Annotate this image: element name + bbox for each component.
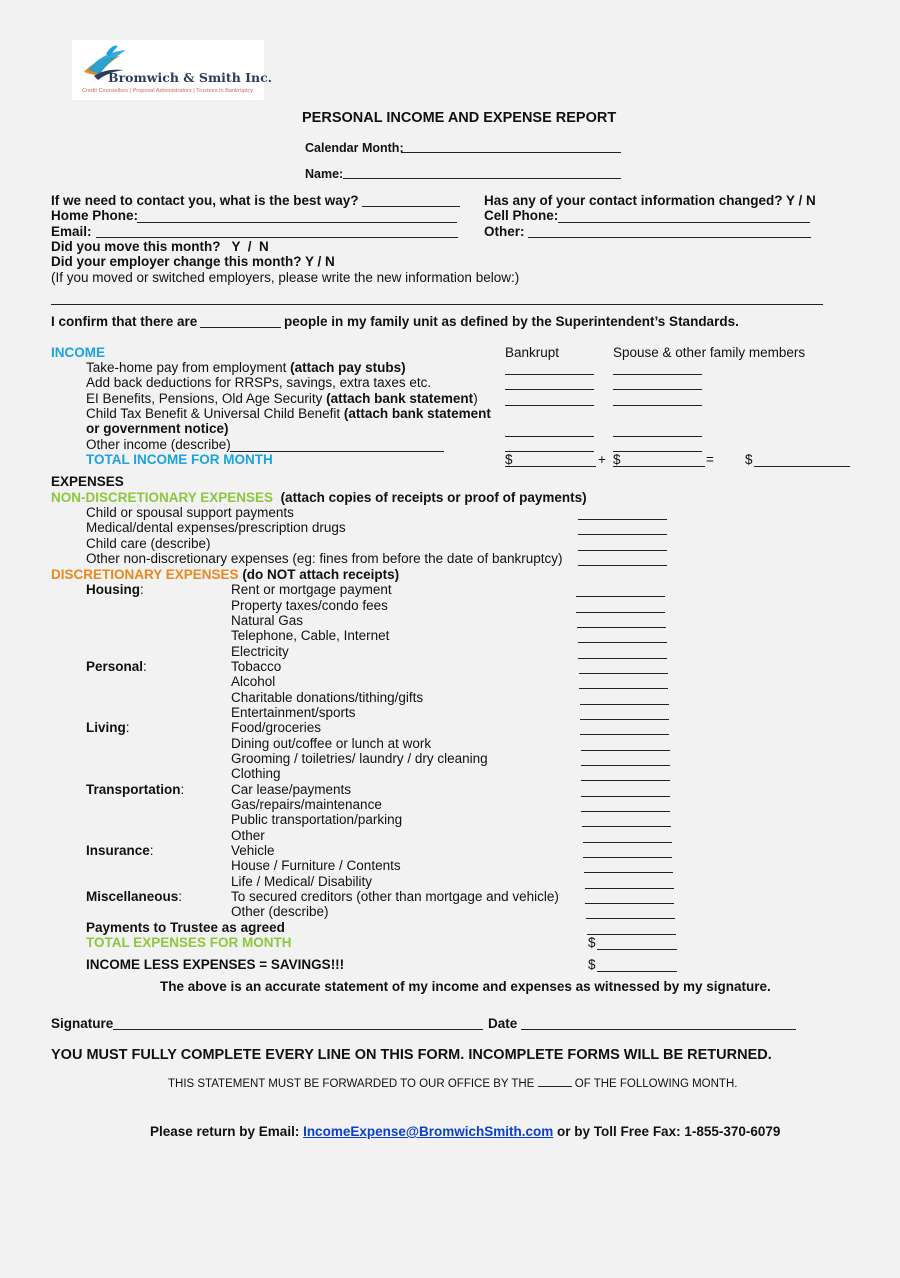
forward-note: THIS STATEMENT MUST BE FORWARDED TO OUR OFFICE BY THE OF THE FOLLOWING MONTH. <box>168 1075 737 1092</box>
income-item-child-benefit: Child Tax Benefit & Universal Child Benefit (attach bank statement <box>86 406 491 421</box>
expense-amount-field[interactable] <box>581 750 670 751</box>
spouse-total-dollar: $ <box>613 452 621 467</box>
date-field[interactable] <box>521 1029 796 1030</box>
bankrupt-child-benefit-field[interactable] <box>505 436 594 437</box>
expense-item: Entertainment/sports <box>231 705 356 720</box>
home-phone-label: Home Phone: <box>51 208 139 223</box>
expense-amount-field[interactable] <box>580 719 669 720</box>
bankrupt-pay-field[interactable] <box>505 374 594 375</box>
cell-phone-field[interactable] <box>558 222 810 223</box>
expense-amount-field[interactable] <box>586 918 675 919</box>
expense-item: House / Furniture / Contents <box>231 858 401 873</box>
nondisc-item: Medical/dental expenses/prescription drugs <box>86 520 346 535</box>
group-label-living: Living: <box>86 720 130 735</box>
expense-item: Other <box>231 828 265 843</box>
new-info-note: (If you moved or switched employers, please write the new information below:) <box>51 270 520 285</box>
expense-amount-field[interactable] <box>579 688 668 689</box>
group-label-miscellaneous: Miscellaneous: <box>86 889 183 904</box>
expense-amount-field[interactable] <box>578 658 667 659</box>
expense-item: Food/groceries <box>231 720 322 735</box>
expense-amount-field[interactable] <box>581 780 670 781</box>
expense-amount-field[interactable] <box>576 596 665 597</box>
spouse-total-field[interactable] <box>613 466 705 467</box>
expense-item: Tobacco <box>231 659 282 674</box>
bankrupt-column-header: Bankrupt <box>505 345 560 360</box>
total-expenses-label: TOTAL EXPENSES FOR MONTH <box>86 935 292 950</box>
complete-warning: YOU MUST FULLY COMPLETE EVERY LINE ON THIS FORM. INCOMPLETE FORMS WILL BE RETURNED. <box>51 1047 772 1063</box>
expense-item: Charitable donations/tithing/gifts <box>231 690 424 705</box>
expense-amount-field[interactable] <box>582 826 671 827</box>
company-name: Bromwich & Smith Inc. <box>108 70 273 85</box>
income-item-other: Other income (describe) <box>86 437 231 452</box>
company-logo <box>72 40 273 100</box>
date-label: Date <box>488 1016 518 1031</box>
spouse-other-income-field[interactable] <box>613 451 702 452</box>
spouse-pay-field[interactable] <box>613 374 702 375</box>
group-label-insurance: Insurance: <box>86 843 154 858</box>
nondisc-amount-field[interactable] <box>578 519 667 520</box>
family-count-field[interactable] <box>200 327 281 328</box>
accuracy-statement: The above is an accurate statement of my income and expenses as witnessed by my signature. <box>160 979 771 994</box>
expense-item: Public transportation/parking <box>231 812 403 827</box>
disc-heading-row: DISCRETIONARY EXPENSES (do NOT attach receipts) <box>51 567 400 582</box>
other-contact-field[interactable] <box>528 237 811 238</box>
plus-sign: + <box>598 452 606 467</box>
expense-amount-field[interactable] <box>581 765 670 766</box>
expense-item: Natural Gas <box>231 613 304 628</box>
cell-phone-label: Cell Phone: <box>484 208 559 223</box>
equals-sign: = <box>706 452 714 467</box>
return-email-link[interactable]: IncomeExpense@BromwichSmith.com <box>303 1124 554 1139</box>
employer-question: Did your employer change this month? Y / N <box>51 254 335 269</box>
company-tagline: Credit Counsellors | Proposal Administrators | Trustees in Bankruptcy <box>82 88 254 94</box>
new-info-field[interactable] <box>51 304 823 305</box>
expense-item: Life / Medical/ Disability <box>231 874 373 889</box>
bankrupt-other-income-field[interactable] <box>505 451 594 452</box>
nondisc-heading-row: NON-DISCRETIONARY EXPENSES (attach copies of receipts or proof of payments) <box>51 490 587 505</box>
expense-item: Alcohol <box>231 674 276 689</box>
signature-field[interactable] <box>113 1029 483 1030</box>
expense-item: Car lease/payments <box>231 782 352 797</box>
savings-dollar: $ <box>588 957 596 972</box>
page-title: PERSONAL INCOME AND EXPENSE REPORT <box>302 110 617 126</box>
group-label-personal: Personal: <box>86 659 147 674</box>
home-phone-field[interactable] <box>137 222 457 223</box>
expense-item: Telephone, Cable, Internet <box>231 628 390 643</box>
group-label-transportation: Transportation: <box>86 782 185 797</box>
savings-label: INCOME LESS EXPENSES = SAVINGS!!! <box>86 957 345 972</box>
trustee-payments-field[interactable] <box>587 934 676 935</box>
savings-field[interactable] <box>597 971 677 972</box>
expense-amount-field[interactable] <box>581 811 670 812</box>
expense-item: Gas/repairs/maintenance <box>231 797 382 812</box>
best-way-label: If we need to contact you, what is the best way? <box>51 193 359 208</box>
return-instructions: Please return by Email: IncomeExpense@BromwichSmith.com or by Toll Free Fax: 1-855-370-6079 <box>150 1124 781 1139</box>
expense-item: Other (describe) <box>231 904 329 919</box>
bankrupt-deductions-field[interactable] <box>505 389 594 390</box>
best-way-field[interactable] <box>362 206 460 207</box>
expense-item: Property taxes/condo fees <box>231 598 388 613</box>
grand-total-dollar: $ <box>745 452 753 467</box>
expense-amount-field[interactable] <box>577 627 666 628</box>
nondisc-amount-field[interactable] <box>578 565 667 566</box>
nondisc-amount-field[interactable] <box>578 534 667 535</box>
income-item-deductions: Add back deductions for RRSPs, savings, extra taxes etc. <box>86 375 432 390</box>
expense-amount-field[interactable] <box>580 734 669 735</box>
forward-day-field[interactable] <box>538 1075 572 1087</box>
expense-item: To secured creditors (other than mortgage and vehicle) <box>231 889 559 904</box>
name-label: Name: <box>305 167 344 181</box>
confirm-text-end: people in my family unit as defined by the Superintendent’s Standards. <box>284 314 739 329</box>
bankrupt-benefits-field[interactable] <box>505 405 594 406</box>
expense-amount-field[interactable] <box>585 903 674 904</box>
expense-amount-field[interactable] <box>576 612 665 613</box>
calendar-month-field[interactable] <box>401 152 621 153</box>
income-heading: INCOME <box>51 345 105 360</box>
calendar-month-label: Calendar Month: <box>305 141 404 155</box>
income-item-child-benefit-note: or government notice) <box>86 421 229 436</box>
confirm-text-start: I confirm that there are <box>51 314 198 329</box>
email-label: Email: <box>51 224 92 239</box>
total-expenses-dollar: $ <box>588 935 596 950</box>
contact-changed-question: Has any of your contact information changed? Y / N <box>484 193 816 208</box>
expenses-heading: EXPENSES <box>51 474 124 489</box>
nondisc-item: Other non-discretionary expenses (eg: fines from before the date of bankruptcy) <box>86 551 563 566</box>
spouse-column-header: Spouse & other family members <box>613 345 806 360</box>
name-field[interactable] <box>343 178 621 179</box>
nondisc-item: Child or spousal support payments <box>86 505 294 520</box>
expense-amount-field[interactable] <box>578 642 667 643</box>
total-income-label: TOTAL INCOME FOR MONTH <box>86 452 273 467</box>
group-label-housing: Housing: <box>86 582 144 597</box>
expense-item: Clothing <box>231 766 281 781</box>
expense-amount-field[interactable] <box>581 796 670 797</box>
moved-question: Did you move this month? Y / N <box>51 239 269 254</box>
expense-item: Electricity <box>231 644 289 659</box>
expense-amount-field[interactable] <box>584 872 673 873</box>
email-field[interactable] <box>96 237 458 238</box>
total-expenses-field[interactable] <box>597 949 677 950</box>
expense-amount-field[interactable] <box>580 704 669 705</box>
nondisc-amount-field[interactable] <box>578 550 667 551</box>
bankrupt-total-dollar: $ <box>505 452 513 467</box>
spouse-child-benefit-field[interactable] <box>613 436 702 437</box>
income-item-pay: Take-home pay from employment (attach pay stubs) <box>86 360 406 375</box>
expense-item: Rent or mortgage payment <box>231 582 392 597</box>
expense-item: Dining out/coffee or lunch at work <box>231 736 432 751</box>
expense-item: Grooming / toiletries/ laundry / dry cleaning <box>231 751 488 766</box>
signature-label: Signature <box>51 1016 114 1031</box>
grand-total-field[interactable] <box>754 466 850 467</box>
nondisc-item: Child care (describe) <box>86 536 211 551</box>
trustee-payments-label: Payments to Trustee as agreed <box>86 920 285 935</box>
expense-amount-field[interactable] <box>583 842 672 843</box>
income-item-benefits: EI Benefits, Pensions, Old Age Security (attach bank statement) <box>86 391 478 406</box>
expense-amount-field[interactable] <box>583 857 672 858</box>
spouse-deductions-field[interactable] <box>613 389 702 390</box>
other-contact-label: Other: <box>484 224 525 239</box>
spouse-benefits-field[interactable] <box>613 405 702 406</box>
expense-amount-field[interactable] <box>585 888 674 889</box>
expense-amount-field[interactable] <box>579 673 668 674</box>
expense-item: Vehicle <box>231 843 275 858</box>
bankrupt-total-field[interactable] <box>505 466 596 467</box>
